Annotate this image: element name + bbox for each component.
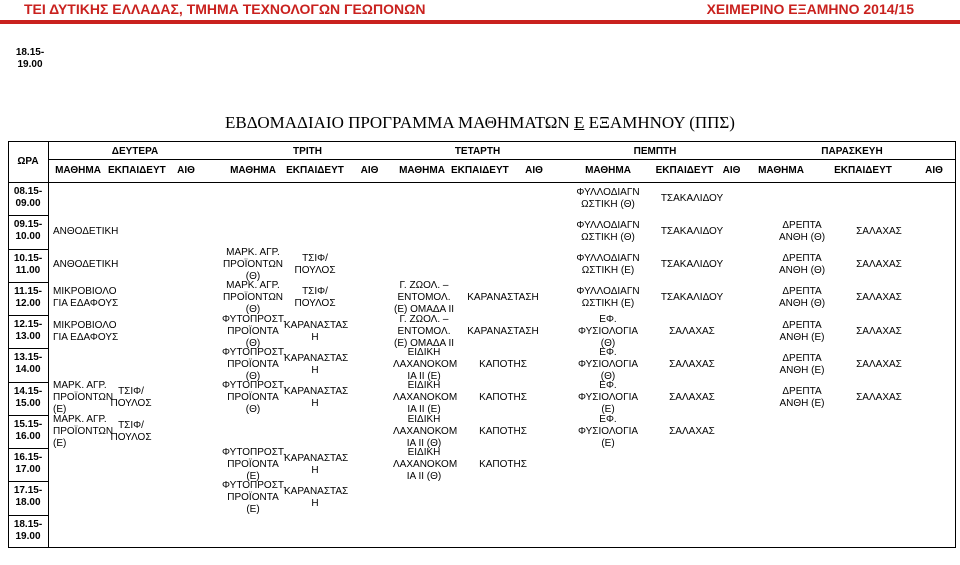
time-row-rule — [8, 315, 48, 316]
teacher-cell-line: ΤΣΑΚΑΛΙΔΟΥ — [660, 192, 724, 204]
semester-title: ΧΕΙΜΕΡΙΝΟ ΕΞΑΜΗΝΟ 2014/15 — [706, 1, 914, 17]
day-header: ΠΕΜΠΤΗ — [633, 146, 677, 157]
time-slot-end: 17.00 — [15, 464, 41, 476]
teacher-cell-line: ΣΑΛΑΧΑΣ — [856, 225, 902, 237]
course-cell-line: ΑΝΘΗ (Θ) — [778, 265, 826, 277]
course-cell-line: ΕΙΔΙΚΗ — [407, 347, 441, 358]
time-slot-start: 12.15- — [13, 319, 43, 331]
time-slot-end: 11.00 — [15, 264, 41, 276]
time-slot-end: 19.00 — [15, 530, 41, 542]
teacher-cell-line: ΤΣΙΦ/ — [118, 386, 144, 398]
teacher-cell-line: ΚΑΠΟΤΗΣ — [479, 359, 527, 370]
column-header: ΕΚΠΑΙΔΕΥΤ — [834, 165, 892, 176]
time-row-rule — [8, 481, 48, 482]
course-cell-line: ΕΝΤΟΜΟΛ. — [397, 325, 451, 337]
course-cell-line: ΜΙΚΡΟΒΙΟΛΟ — [53, 286, 117, 298]
course-cell-line: ΕΦ. — [599, 347, 617, 358]
teacher-cell-line: Η — [311, 331, 319, 343]
course-cell-line: ΜΑΡΚ. ΑΓΡ. — [53, 413, 107, 425]
course-cell-line: (Θ) — [245, 371, 261, 382]
time-row-rule — [8, 215, 48, 216]
day-header: ΔΕΥΤΕΡΑ — [111, 146, 159, 157]
teacher-cell-line: ΣΑΛΑΧΑΣ — [669, 325, 715, 337]
course-cell-line: ΦΥΣΙΟΛΟΓΙΑ — [577, 359, 639, 370]
teacher-cell-line: ΤΣΙΦ/ — [302, 286, 328, 298]
column-header: ΜΑΘΗΜΑ — [399, 165, 445, 176]
course-cell-line: ΦΥΤΟΠΡΟΣΤ. — [222, 347, 286, 358]
course-cell-line: (Ε) — [53, 437, 67, 449]
teacher-cell-line: Η — [311, 398, 319, 410]
teacher-cell-line: ΚΑΡΑΝΑΣΤΑΣ — [284, 452, 349, 464]
course-cell-line: (Ε) — [601, 437, 615, 449]
teacher-cell-line: ΣΑΛΑΧΑΣ — [669, 359, 715, 370]
course-cell-line: ΦΥΤΟΠΡΟΣΤ. — [222, 480, 286, 492]
course-cell-line: ΔΡΕΠΤΑ — [782, 219, 822, 231]
time-slot-start: 10.15- — [13, 252, 43, 264]
course-cell-line: ΛΑΧΑΝΟΚΟΜ — [393, 392, 458, 404]
course-cell-line: ΦΥΛΛΟΔΙΑΓΝ — [576, 186, 640, 198]
course-cell-line: (Ε) ΟΜΑΔΑ ΙΙ — [393, 304, 455, 316]
column-header: ΑΙΘ — [925, 165, 943, 176]
course-cell-line: (Ε) — [246, 504, 260, 516]
course-cell-line: ΦΥΛΛΟΔΙΑΓΝ — [576, 286, 640, 298]
time-slot-end: 13.00 — [15, 331, 41, 343]
course-cell-line: (Θ) — [600, 337, 616, 349]
course-cell-line: ΜΙΚΡΟΒΙΟΛΟ — [53, 319, 117, 331]
teacher-cell-line: ΣΑΛΑΧΑΣ — [669, 392, 715, 404]
course-cell-line: ΑΝΘΟΔΕΤΙΚΗ — [53, 225, 119, 237]
course-cell-line: ΙΑ ΙΙ (Ε) — [407, 404, 441, 416]
course-cell-line: ΓΙΑ ΕΔΑΦΟΥΣ — [53, 298, 119, 310]
course-cell-line: ΜΑΡΚ. ΑΓΡ. — [226, 247, 280, 259]
teacher-cell-line: ΚΑΡΑΝΑΣΤΑΣ — [284, 486, 349, 498]
time-slot-end: 14.00 — [15, 364, 41, 376]
course-cell-line: ΔΡΕΠΤΑ — [782, 253, 822, 265]
time-row-rule — [8, 515, 48, 516]
course-cell-line: (Ε) — [53, 404, 67, 416]
course-cell-line: ΠΡΟΪΟΝΤΩΝ — [53, 392, 114, 404]
course-cell-line: ΦΥΣΙΟΛΟΓΙΑ — [577, 325, 639, 337]
course-cell-line: ΦΥΤΟΠΡΟΣΤ. — [222, 446, 286, 458]
time-slot-end: 12.00 — [15, 297, 41, 309]
course-cell-line: ΜΑΡΚ. ΑΓΡ. — [53, 380, 107, 392]
course-cell-line: (Θ) — [245, 271, 261, 283]
teacher-cell-line: Η — [311, 498, 319, 510]
time-slot-end: 10.00 — [15, 231, 41, 243]
day-header: ΤΡΙΤΗ — [293, 146, 322, 157]
column-header: ΑΙΘ — [177, 165, 195, 176]
course-cell-line: ΩΣΤΙΚΗ (Θ) — [581, 231, 635, 243]
time-slot-end: 15.00 — [15, 397, 41, 409]
time-row-rule — [8, 282, 48, 283]
hour-column-rule — [48, 141, 49, 548]
course-cell-line: ΕΙΔΙΚΗ — [407, 446, 441, 458]
time-slot-start: 13.15- — [13, 352, 43, 364]
course-cell-line: ΛΑΧΑΝΟΚΟΜ — [393, 458, 458, 470]
teacher-cell-line: ΤΣΑΚΑΛΙΔΟΥ — [660, 292, 724, 304]
course-cell-line: (Θ) — [245, 337, 261, 349]
teacher-cell-line: ΤΣΑΚΑΛΙΔΟΥ — [660, 259, 724, 271]
course-cell-line: ΔΡΕΠΤΑ — [782, 319, 822, 331]
teacher-cell-line: ΚΑΡΑΝΑΣΤΑΣ — [284, 319, 349, 331]
teacher-cell-line: ΣΑΛΑΧΑΣ — [856, 259, 902, 271]
day-header: ΤΕΤΑΡΤΗ — [454, 146, 501, 157]
column-header: ΑΙΘ — [360, 165, 379, 176]
course-cell-line: ΑΝΘΗ (Θ) — [778, 298, 826, 310]
teacher-cell-line: ΚΑΡΑΝΑΣΤΑΣ — [284, 353, 349, 364]
column-header: ΕΚΠΑΙΔΕΥΤ — [108, 165, 166, 176]
course-cell-line: ΑΝΘΟΔΕΤΙΚΗ — [53, 259, 119, 271]
column-header: ΕΚΠΑΙΔΕΥΤ — [655, 165, 714, 176]
course-cell-line: ΕΙΔΙΚΗ — [407, 413, 441, 425]
course-cell-line: (Θ) — [245, 304, 261, 316]
time-slot-start: 16.15- — [13, 452, 43, 464]
header-rule — [8, 182, 956, 183]
course-cell-line: Γ. ΖΩΟΛ. – — [399, 313, 449, 325]
time-slot-start: 14.15- — [13, 385, 43, 397]
teacher-cell-line: Η — [311, 464, 319, 476]
course-cell-line: ΑΝΘΗ (Ε) — [779, 365, 825, 376]
table-border — [8, 141, 956, 548]
course-cell-line: ΙΑ ΙΙ (Ε) — [407, 371, 441, 382]
course-cell-line: ΦΥΣΙΟΛΟΓΙΑ — [577, 425, 639, 437]
column-header: ΜΑΘΗΜΑ — [55, 165, 101, 176]
column-header: ΜΑΘΗΜΑ — [758, 165, 804, 176]
teacher-cell-line: ΠΟΥΛΟΣ — [294, 265, 336, 277]
course-cell-line: ΛΑΧΑΝΟΚΟΜ — [393, 425, 458, 437]
day-row-rule — [48, 159, 956, 160]
course-cell-line: ΠΡΟΪΟΝΤΑ — [227, 325, 279, 337]
course-cell-line: ΠΡΟΪΟΝΤΑ — [227, 492, 279, 504]
course-cell-line: ΦΥΛΛΟΔΙΑΓΝ — [576, 253, 640, 265]
course-cell-line: (Θ) — [245, 404, 261, 416]
time-row-rule — [8, 348, 48, 349]
teacher-cell-line: ΠΟΥΛΟΣ — [110, 398, 152, 410]
teacher-cell-line: ΤΣΑΚΑΛΙΔΟΥ — [660, 225, 724, 237]
column-header: ΜΑΘΗΜΑ — [230, 165, 276, 176]
column-header: ΕΚΠΑΙΔΕΥΤ — [286, 165, 344, 176]
course-cell-line: ΑΝΘΗ (Ε) — [779, 331, 825, 343]
course-cell-line: ΩΣΤΙΚΗ (Θ) — [581, 198, 635, 210]
teacher-cell-line: ΚΑΡΑΝΑΣΤΑΣ — [284, 386, 349, 398]
course-cell-line: ΦΥΤΟΠΡΟΣΤ. — [222, 313, 286, 325]
course-cell-line: ΙΑ ΙΙ (Θ) — [406, 437, 442, 449]
course-cell-line: ΔΡΕΠΤΑ — [782, 353, 822, 364]
course-cell-line: (Ε) — [246, 470, 260, 482]
time-slot-start: 17.15- — [13, 485, 43, 497]
teacher-cell-line: ΚΑΡΑΝΑΣΤΑΣΗ — [467, 292, 539, 304]
teacher-cell-line: ΚΑΠΟΤΗΣ — [479, 425, 527, 437]
column-header: ΜΑΘΗΜΑ — [585, 165, 631, 176]
course-cell-line: ΦΥΤΟΠΡΟΣΤ. — [222, 380, 286, 392]
teacher-cell-line: ΚΑΡΑΝΑΣΤΑΣΗ — [467, 325, 539, 337]
institution-title: ΤΕΙ ΔΥΤΙΚΗΣ ΕΛΛΑΔΑΣ, ΤΜΗΜΑ ΤΕΧΝΟΛΟΓΩΝ ΓΕΩΠΟΝΩΝ — [24, 1, 426, 17]
course-cell-line: ΦΥΣΙΟΛΟΓΙΑ — [577, 392, 639, 404]
time-slot-start: 11.15- — [14, 285, 42, 297]
time-slot-start: 15.15- — [13, 418, 43, 430]
course-cell-line: ΠΡΟΪΟΝΤΑ — [227, 392, 279, 404]
teacher-cell-line: ΣΑΛΑΧΑΣ — [856, 359, 902, 370]
course-cell-line: (Ε) ΟΜΑΔΑ ΙΙ — [393, 337, 455, 349]
time-slot-start: 08.15- — [13, 186, 43, 197]
semester-letter: Ε — [573, 113, 585, 132]
column-header: ΕΚΠΑΙΔΕΥΤ — [451, 165, 509, 176]
time-slot-end: 18.00 — [15, 497, 41, 509]
prev-slot-end: 19.00 — [17, 59, 43, 70]
time-slot-start: 18.15- — [13, 518, 43, 530]
column-header: ΑΙΘ — [525, 165, 543, 176]
course-cell-line: ΕΦ. — [599, 380, 617, 392]
course-cell-line: ΔΡΕΠΤΑ — [782, 286, 822, 298]
time-row-rule — [8, 415, 48, 416]
teacher-cell-line: ΚΑΠΟΤΗΣ — [479, 458, 527, 470]
teacher-cell-line: ΠΟΥΛΟΣ — [110, 431, 152, 443]
course-cell-line: (Ε) — [601, 404, 615, 416]
course-cell-line: ΜΑΡΚ. ΑΓΡ. — [226, 280, 280, 292]
time-slot-start: 09.15- — [13, 219, 43, 231]
course-cell-line: ΑΝΘΗ (Θ) — [778, 231, 826, 243]
teacher-cell-line: ΠΟΥΛΟΣ — [294, 298, 336, 310]
course-cell-line: ΠΡΟΪΟΝΤΑ — [227, 359, 279, 370]
teacher-cell-line: ΚΑΠΟΤΗΣ — [479, 392, 527, 404]
day-header: ΠΑΡΑΣΚΕΥΗ — [821, 146, 883, 157]
teacher-cell-line: Η — [311, 365, 319, 376]
course-cell-line: ΠΡΟΪΟΝΤΩΝ — [53, 425, 114, 437]
course-cell-line: ΓΙΑ ΕΔΑΦΟΥΣ — [53, 331, 119, 343]
course-cell-line: ΩΣΤΙΚΗ (Ε) — [581, 298, 635, 310]
course-cell-line: ΙΑ ΙΙ (Θ) — [406, 470, 442, 482]
time-row-rule — [8, 382, 48, 383]
course-cell-line: ΑΝΘΗ (Ε) — [779, 398, 825, 410]
schedule-title: ΕΒΔΟΜΑΔΙΑΙΟ ΠΡΟΓΡΑΜΜΑ ΜΑΘΗΜΑΤΩΝ Ε ΕΞΑΜΗΝΟΥ (ΠΠΣ) — [225, 113, 735, 132]
teacher-cell-line: ΣΑΛΑΧΑΣ — [669, 425, 715, 437]
course-cell-line: ΔΡΕΠΤΑ — [782, 386, 822, 398]
course-cell-line: ΕΝΤΟΜΟΛ. — [397, 292, 451, 304]
teacher-cell-line: ΣΑΛΑΧΑΣ — [856, 325, 902, 337]
column-header: ΑΙΘ — [722, 165, 741, 176]
time-slot-end: 09.00 — [15, 198, 41, 209]
teacher-cell-line: ΣΑΛΑΧΑΣ — [856, 392, 902, 404]
course-cell-line: ΕΦ. — [599, 313, 617, 325]
course-cell-line: (Θ) — [600, 371, 616, 382]
teacher-cell-line: ΤΣΙΦ/ — [302, 253, 328, 265]
course-cell-line: ΦΥΛΛΟΔΙΑΓΝ — [576, 219, 640, 231]
course-cell-line: ΠΡΟΪΟΝΤΑ — [227, 458, 279, 470]
time-slot-end: 16.00 — [15, 430, 41, 442]
course-cell-line: ΩΣΤΙΚΗ (Ε) — [581, 265, 635, 277]
time-row-rule — [8, 249, 48, 250]
course-cell-line: ΛΑΧΑΝΟΚΟΜ — [393, 359, 458, 370]
teacher-cell-line: ΤΣΙΦ/ — [118, 419, 144, 431]
prev-slot-start: 18.15- — [15, 47, 45, 58]
hour-header: ΩΡΑ — [17, 156, 39, 167]
course-cell-line: ΠΡΟΪΟΝΤΩΝ — [222, 292, 284, 304]
document-header — [0, 0, 960, 24]
time-row-rule — [8, 448, 48, 449]
course-cell-line: ΠΡΟΪΟΝΤΩΝ — [222, 259, 284, 271]
teacher-cell-line: ΣΑΛΑΧΑΣ — [856, 292, 902, 304]
course-cell-line: Γ. ΖΩΟΛ. – — [399, 280, 449, 292]
course-cell-line: ΕΙΔΙΚΗ — [407, 380, 441, 392]
course-cell-line: ΕΦ. — [599, 413, 617, 425]
